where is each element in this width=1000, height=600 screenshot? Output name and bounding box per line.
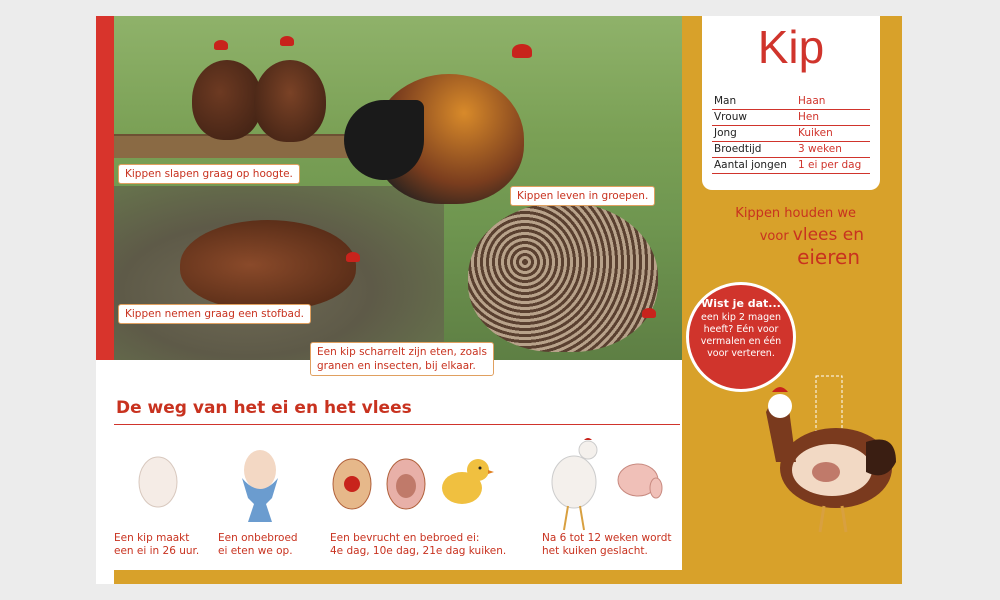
callout-dustbath: Kippen nemen graag een stofbad. [118,304,311,324]
step-caption-4 [542,532,671,558]
comb-illustration [642,308,656,318]
wist-body [689,312,793,360]
tagline-line2-b: vlees en [792,225,864,245]
wist-line1: een kip 2 magen [701,312,781,323]
kip-title: Kip [757,21,825,73]
wist-line4: voor verteren. [707,348,775,359]
rooster-tail [344,100,424,180]
fact-value: Kuiken [796,126,870,142]
chick-illustration [438,452,494,512]
fact-label: Man [712,94,796,110]
wist-heading: Wist je dat... [701,297,781,310]
step-caption-4-line2: het kuiken geslacht. [542,545,648,557]
tagline-line2 [696,225,896,245]
wist-line3: vermalen en één [700,336,782,347]
fact-label: Jong [712,126,796,142]
step-caption-2-line1: Een onbebroed [218,532,298,544]
callout-scratch-line1: Een kip scharrelt zijn eten, zoals [317,346,487,358]
book-page [96,16,902,584]
section-title: De weg van het ei en het vlees [116,398,412,418]
step-caption-3-line2: 4e dag, 10e dag, 21e dag kuiken. [330,545,507,557]
hen-illustration-sleeping-1 [192,60,262,140]
kip-fact-card [702,16,880,190]
tagline [696,206,896,269]
comb-illustration [512,44,532,58]
step-caption-3-line1: Een bevrucht en bebroed ei: [330,532,480,544]
red-side-bar [96,16,114,360]
fact-label: Vrouw [712,110,796,126]
embryo-day10-illustration [384,456,428,512]
fact-row [712,158,870,174]
fact-value: 3 weken [796,142,870,158]
tagline-line2-a: voor [759,229,793,244]
callout-scratch [310,342,494,376]
wist-line2: heeft? Eén voor [703,324,779,335]
chicken-anatomy-illustration [746,372,900,542]
tagline-line3: eieren [797,245,860,269]
step-caption-1-line2: een ei in 26 uur. [114,545,200,557]
egg-illustration [136,454,180,510]
callout-sleep: Kippen slapen graag op hoogte. [118,164,300,184]
fact-row [712,110,870,126]
callout-scratch-line2: granen en insecten, bij elkaar. [317,360,476,372]
fact-row [712,126,870,142]
fact-row [712,94,870,110]
embryo-day4-illustration [330,456,374,512]
step-caption-2 [218,532,298,558]
comb-illustration [214,40,228,50]
step-caption-4-line1: Na 6 tot 12 weken wordt [542,532,672,544]
hen-illustration-dustbath [180,220,356,310]
fact-label: Aantal jongen [712,158,796,174]
comb-illustration [346,252,360,262]
section-rule [114,424,680,425]
fact-value: 1 ei per dag [796,158,870,174]
step-caption-1 [114,532,199,558]
young-chicken-illustration [548,436,604,532]
hen-illustration-speckled [468,202,658,352]
tagline-line1: Kippen houden we [735,206,856,221]
callout-groups: Kippen leven in groepen. [510,186,655,206]
facts-table [712,94,870,174]
egg-cup-illustration [238,448,282,528]
comb-illustration [280,36,294,46]
plucked-chicken-illustration [614,454,664,502]
fact-value: Haan [796,94,870,110]
gold-bottom-strip [114,570,682,584]
fact-value: Hen [796,110,870,126]
step-caption-2-line2: ei eten we op. [218,545,293,557]
step-caption-3 [330,532,506,558]
hen-illustration-sleeping-2 [254,60,326,142]
step-caption-1-line1: Een kip maakt [114,532,190,544]
fact-row [712,142,870,158]
fact-label: Broedtijd [712,142,796,158]
wooden-perch [114,134,382,158]
